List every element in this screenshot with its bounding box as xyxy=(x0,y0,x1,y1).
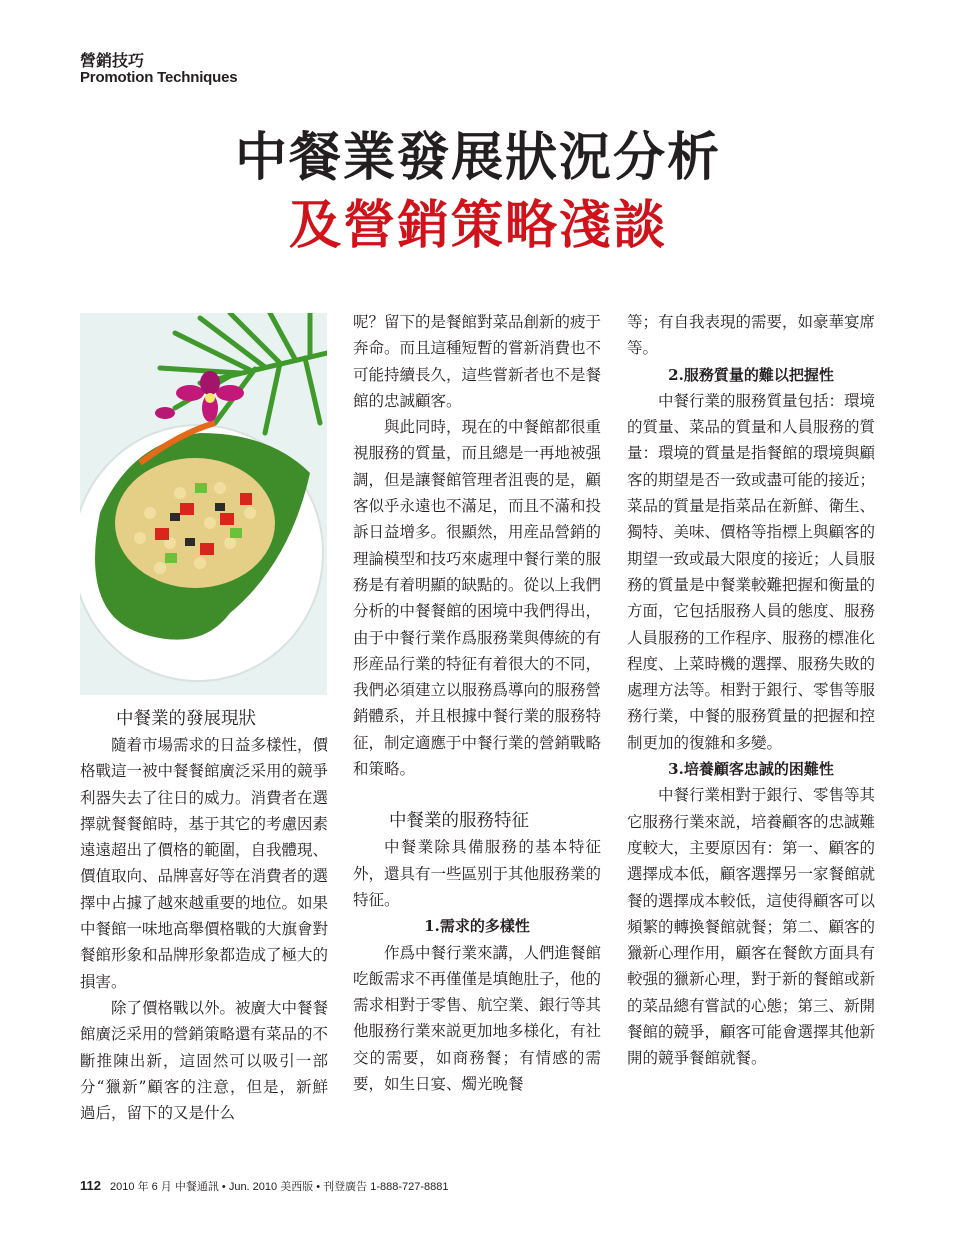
column-3 xyxy=(627,309,875,1072)
paragraph: 除了價格戰以外。被廣大中餐餐館廣泛采用的營銷策略還有菜品的不斷推陳出新，這固然可以吸引一部分“獵新”顧客的注意，但是，新鮮過后，留下的又是什么 xyxy=(80,998,329,1123)
paragraph: 中餐行業相對于銀行、零售等其它服務行業來説，培養顧客的忠誠難度較大，主要原因有：第一、顧客的選擇成本低，顧客選擇另一家餐館就餐的選擇成本較低，這使得顧客可以頻繁的轉換餐館就餐；第二、顧客的獵新心理作用，顧客在餐飲方面具有較强的獵新心理，對于新的餐館或新的菜品總有嘗試的心態；第三、新開餐館的競爭，顧客可能會選擇其他新開的競爭餐館就餐。 xyxy=(627,786,876,1068)
paragraph: 中餐業除具備服務的基本特征外，還具有一些區别于其他服務業的特征。 xyxy=(353,838,602,909)
section-title-cn: 營銷技巧 xyxy=(80,51,145,70)
page-footer xyxy=(80,1178,449,1194)
article-title-line2: 及營銷策略淺談 xyxy=(288,195,667,256)
paragraph: 隨着市場需求的日益多樣性，價格戰這一被中餐餐館廣泛采用的競爭利器失去了往日的威力。消費者在選擇就餐餐館時，基于其它的考慮因素遠遠超出了價格的範圍，自我體現、價值取向、品牌喜好等在消費者的選擇中占據了越來越重要的地位。如果中餐館一味地高舉價格戰的大旗會對餐館形象和品牌形象都造成了極大的損害。 xyxy=(80,736,329,991)
section-title-en: Promotion Techniques xyxy=(80,69,238,86)
article-title-line1: 中餐業發展狀況分析 xyxy=(234,127,721,188)
paragraph: 作爲中餐行業來講，人們進餐館吃飯需求不再僅僅是填飽肚子，他的需求相對于零售、航空業、銀行等其他服務行業來説更加地多様化，有社交的需要，如商務餐；有情感的需要，如生日宴、燭光晚餐 xyxy=(353,943,602,1094)
paragraph: 呢？留下的是餐館對菜品創新的疲于奔命。而且這種短暫的嘗新消費也不可能持續長久，這些嘗新者也不是餐館的忠誠顧客。 xyxy=(353,313,602,410)
page-number: 112 xyxy=(80,1178,101,1193)
paragraph: 中餐行業的服務質量包括：環境的質量、菜品的質量和人員服務的質量：環境的質量是指餐館的環境與顧客的期望是否一致或盡可能的接近；菜品的質量是指菜品在新鮮、衛生、獨特、美味、價格等指標上與顧客的期望一致或最大限度的接近；人員服務的質量是中餐業較難把握和衡量的方面，它包括服務人員的態度、服務人員服務的工作程序、服務的標准化程度、上菜時機的選擇、服務失敗的處理方法等。相對于銀行、零售等服務行業，中餐的服務質量的把握和控制更加的復雜和多變。 xyxy=(627,391,876,752)
paragraph: 等；有自我表現的需要，如豪華宴席等。 xyxy=(627,313,876,358)
dish-photo xyxy=(80,313,327,695)
heading-service-features: 中餐業的服務特征 xyxy=(389,811,529,832)
column-2 xyxy=(353,309,601,1097)
heading-current-status: 中餐業的發展現狀 xyxy=(116,709,256,729)
subheading-customer-loyalty: 3.培養顧客忠誠的困難性 xyxy=(668,760,834,779)
column-1 xyxy=(80,706,328,1126)
paragraph: 與此同時，現在的中餐館都很重視服務的質量，而且總是一再地被强調，但是讓餐館管理者沮喪的是，顧客似乎永遠也不滿足，而且不滿和投訴日益增多。很顯然，用産品營銷的理論模型和技巧來處理中餐行業的服務是有着明顯的缺點的。從以上我們分析的中餐餐館的困境中我們得出，由于中餐行業作爲服務業與傳統的有形産品行業的特征有着很大的不同，我們必須建立以服務爲導向的服務營銷體系，并且根據中餐行業的服務特征，制定適應于中餐行業的營銷戰略和策略。 xyxy=(353,418,602,779)
spacer xyxy=(353,782,601,808)
subheading-service-quality: 2.服務質量的難以把握性 xyxy=(668,365,834,384)
subheading-demand-diversity: 1.需求的多樣性 xyxy=(424,917,530,936)
footer-info: 2010 年 6 月 中餐通訊 • Jun. 2010 美西版 • 刊登廣告 1-888-727-8881 xyxy=(110,1181,449,1193)
